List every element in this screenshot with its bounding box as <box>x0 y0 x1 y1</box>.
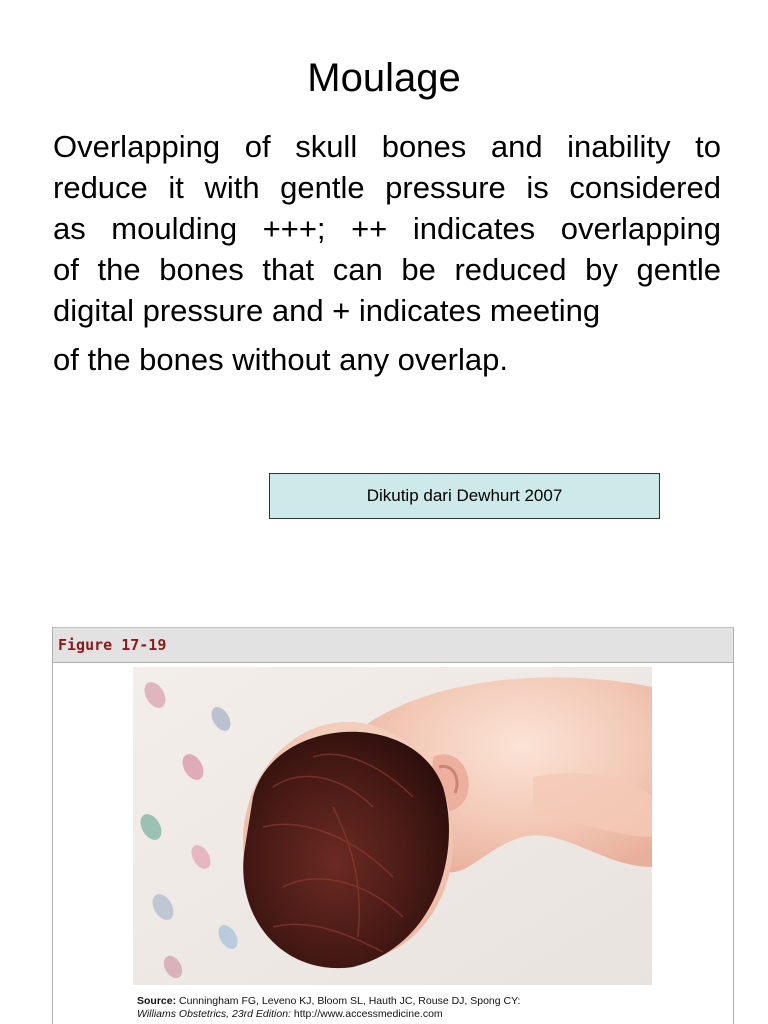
figure-panel <box>52 627 734 1024</box>
paragraph-final-line: of the bones without any overlap. <box>53 342 508 377</box>
paragraph-line: Overlapping of skull bones and inability to <box>53 129 721 164</box>
source-book: Williams Obstetrics, 23rd Edition: <box>137 1008 291 1020</box>
paragraph-line: reduce it with gentle pressure is considered <box>53 170 721 205</box>
slide-title: Moulage <box>307 56 461 100</box>
citation-text: Dikutip dari Dewhurt 2007 <box>366 486 563 505</box>
source-caption <box>137 995 717 1021</box>
body-paragraph <box>53 126 721 380</box>
citation-box <box>269 473 660 519</box>
source-label: Source: <box>137 995 177 1007</box>
paragraph-line: digital pressure and + indicates meeting <box>53 293 601 328</box>
source-url: http://www.accessmedicine.com <box>293 1008 443 1020</box>
newborn-head-photo <box>133 667 652 985</box>
source-authors: Cunningham FG, Leveno KJ, Bloom SL, Hauth JC, Rouse DJ, Spong CY: <box>179 995 521 1007</box>
figure-label: Figure 17-19 <box>58 636 167 654</box>
paragraph-line: of the bones that can be reduced by gentle <box>53 252 721 287</box>
paragraph-line: as moulding +++; ++ indicates overlapping <box>53 211 721 246</box>
figure-header <box>53 627 733 663</box>
